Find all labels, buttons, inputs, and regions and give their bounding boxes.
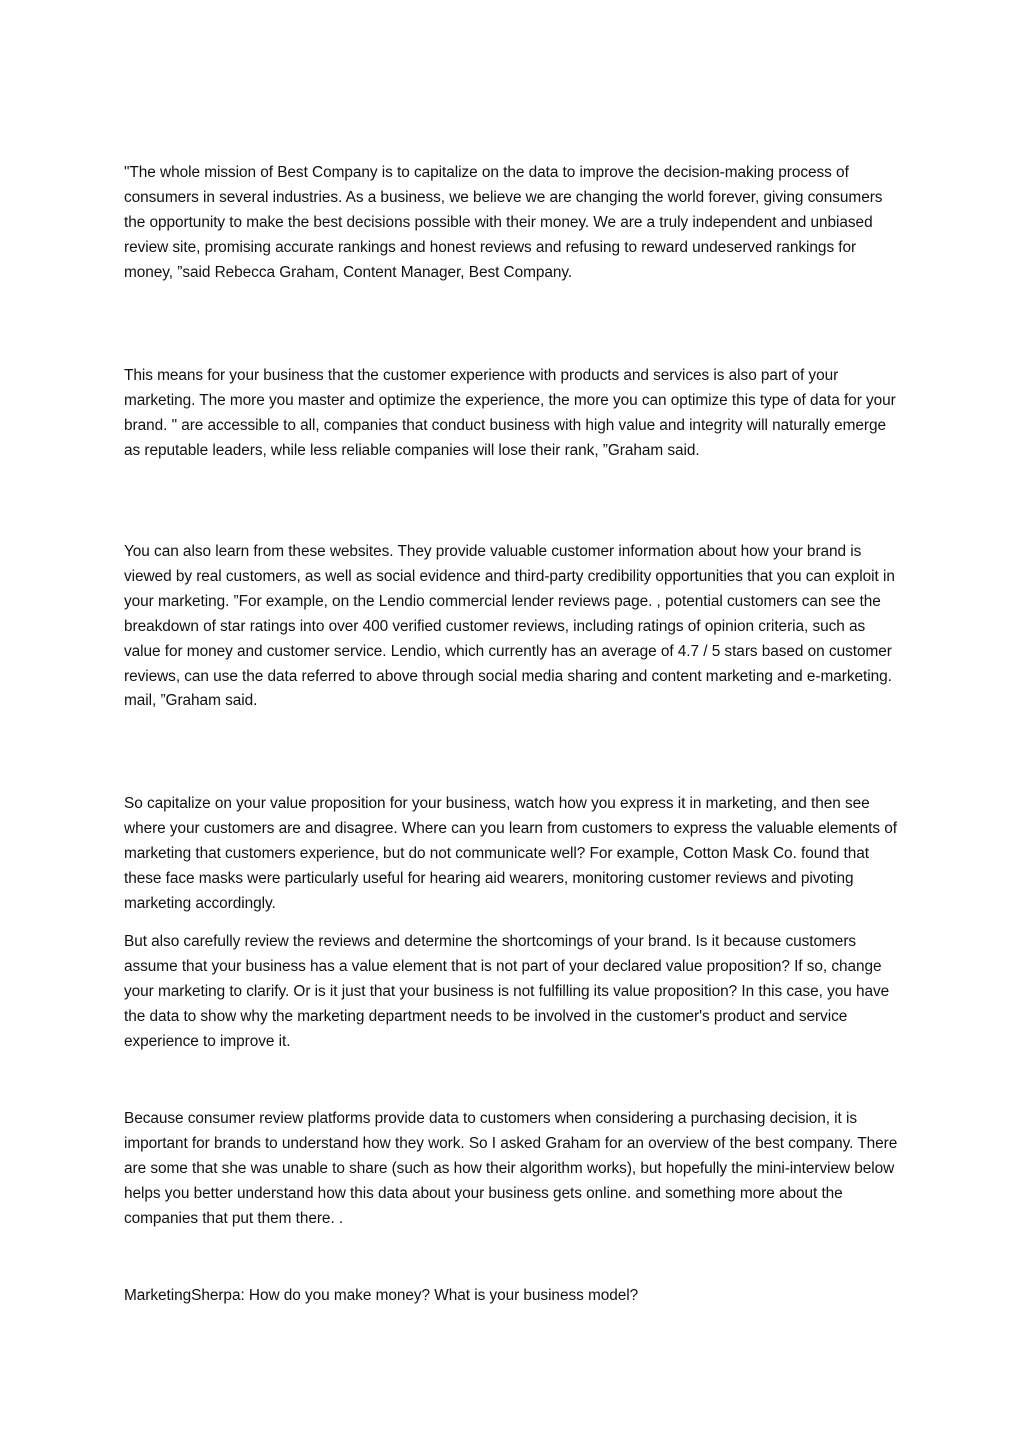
paragraph-value-proposition: So capitalize on your value proposition for your business, watch how you express it in marketing, and then see where your customers are and disagree. Where can you learn from customers to express the valuable elements of marketing that customers experience, but do not communicate well? For example, Cotton Mask Co. found that these face masks were particularly useful for hearing aid wearers, monitoring customer reviews and pivoting marketing accordingly. <box>124 795 898 912</box>
paragraph-interview-question: MarketingSherpa: How do you make money? What is your business model? <box>124 1287 639 1304</box>
paragraph-best-company-mission-quote: "The whole mission of Best Company is to capitalize on the data to improve the decision-making process of consumers in several industries. As a business, we believe we are changing the world forever, giving consumers the opportunity to make the best decisions possible with their money. We are a truly independent and unbiased review site, promising accurate rankings and honest reviews and refusing to reward undeserved rankings for money, ”said Rebecca Graham, Content Manager, Best Company. <box>124 164 883 281</box>
paragraph-customer-experience-marketing: This means for your business that the customer experience with products and services is also part of your marketing. The more you master and optimize the experience, the more you can optimize this type of data for your brand. " are accessible to all, companies that conduct business with high value and integrity will naturally emerge as reputable leaders, while less reliable companies will lose their rank, ”Graham said. <box>124 367 896 459</box>
paragraph-review-platforms: Because consumer review platforms provide data to customers when considering a purchasing decision, it is important for brands to understand how they work. So I asked Graham for an overview of the best company. There are some that she was unable to share (such as how their algorithm works), but hopefully the mini-interview below helps you better understand how this data about your business gets online. and something more about the companies that put them there. . <box>124 1110 898 1227</box>
paragraph-learn-from-websites: You can also learn from these websites. They provide valuable customer information about how your brand is viewed by real customers, as well as social evidence and third-party credibility opportunities that you can exploit in your marketing. ”For example, on the Lendio commercial lender reviews page. , potential customers can see the breakdown of star ratings into over 400 verified customer reviews, including ratings of opinion criteria, such as value for money and customer service. Lendio, which currently has an average of 4.7 / 5 stars based on customer reviews, can use the data referred to above through social media sharing and content marketing and e-marketing. mail, ”Graham said. <box>124 543 895 710</box>
paragraph-review-shortcomings: But also carefully review the reviews and determine the shortcomings of your brand. Is it because customers assume that your business has a value element that is not part of your declared value proposition? If so, change your marketing to clarify. Or is it just that your business is not fulfilling its value proposition? In this case, you have the data to show why the marketing department needs to be involved in the customer's product and service experience to improve it. <box>124 933 890 1050</box>
